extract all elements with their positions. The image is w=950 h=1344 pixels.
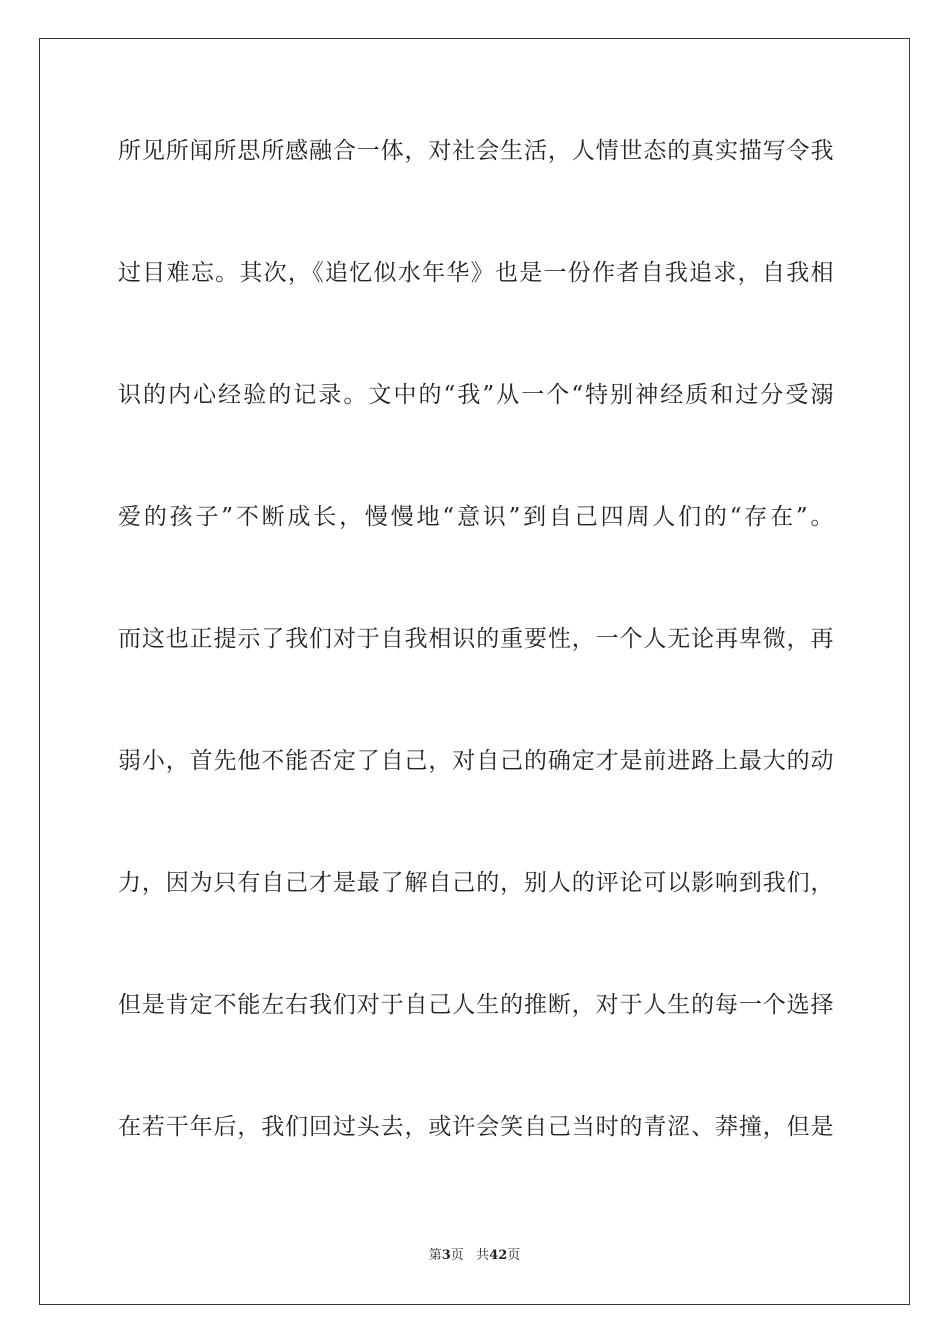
text-line-2: 过目难忘。其次，《追忆似水年华》也是一份作者自我追求，自我相 (118, 260, 834, 286)
document-page (39, 38, 910, 1305)
text-line-1: 所见所闻所思所感融合一体，对社会生活，人情世态的真实描写令我 (118, 138, 834, 164)
text-line-8: 但是肯定不能左右我们对于自己人生的推断，对于人生的每一个选择 (118, 992, 834, 1018)
page-suffix: 页 (450, 1248, 464, 1263)
page-prefix: 第 (428, 1248, 442, 1263)
text-line-7: 力，因为只有自己才是最了解自己的，别人的评论可以影响到我们， (118, 870, 834, 896)
text-line-4: 爱的孩子”不断成长，慢慢地“意识”到自己四周人们的“存在”。 (118, 504, 834, 530)
page-number: 3 (441, 1248, 451, 1263)
page-footer (40, 1244, 909, 1263)
text-line-6: 弱小，首先他不能否定了自己，对自己的确定才是前进路上最大的动 (118, 748, 834, 774)
text-line-3: 识的内心经验的记录。文中的“我”从一个“特别神经质和过分受溺 (118, 382, 834, 408)
total-pages: 42 (489, 1248, 508, 1263)
text-line-9: 在若干年后，我们回过头去，或许会笑自己当时的青涩、莽撞，但是 (118, 1114, 834, 1140)
total-suffix: 页 (507, 1248, 521, 1263)
text-line-5: 而这也正提示了我们对于自我相识的重要性，一个人无论再卑微，再 (118, 626, 834, 652)
body-text (118, 119, 834, 1217)
total-prefix: 共 (476, 1248, 490, 1263)
